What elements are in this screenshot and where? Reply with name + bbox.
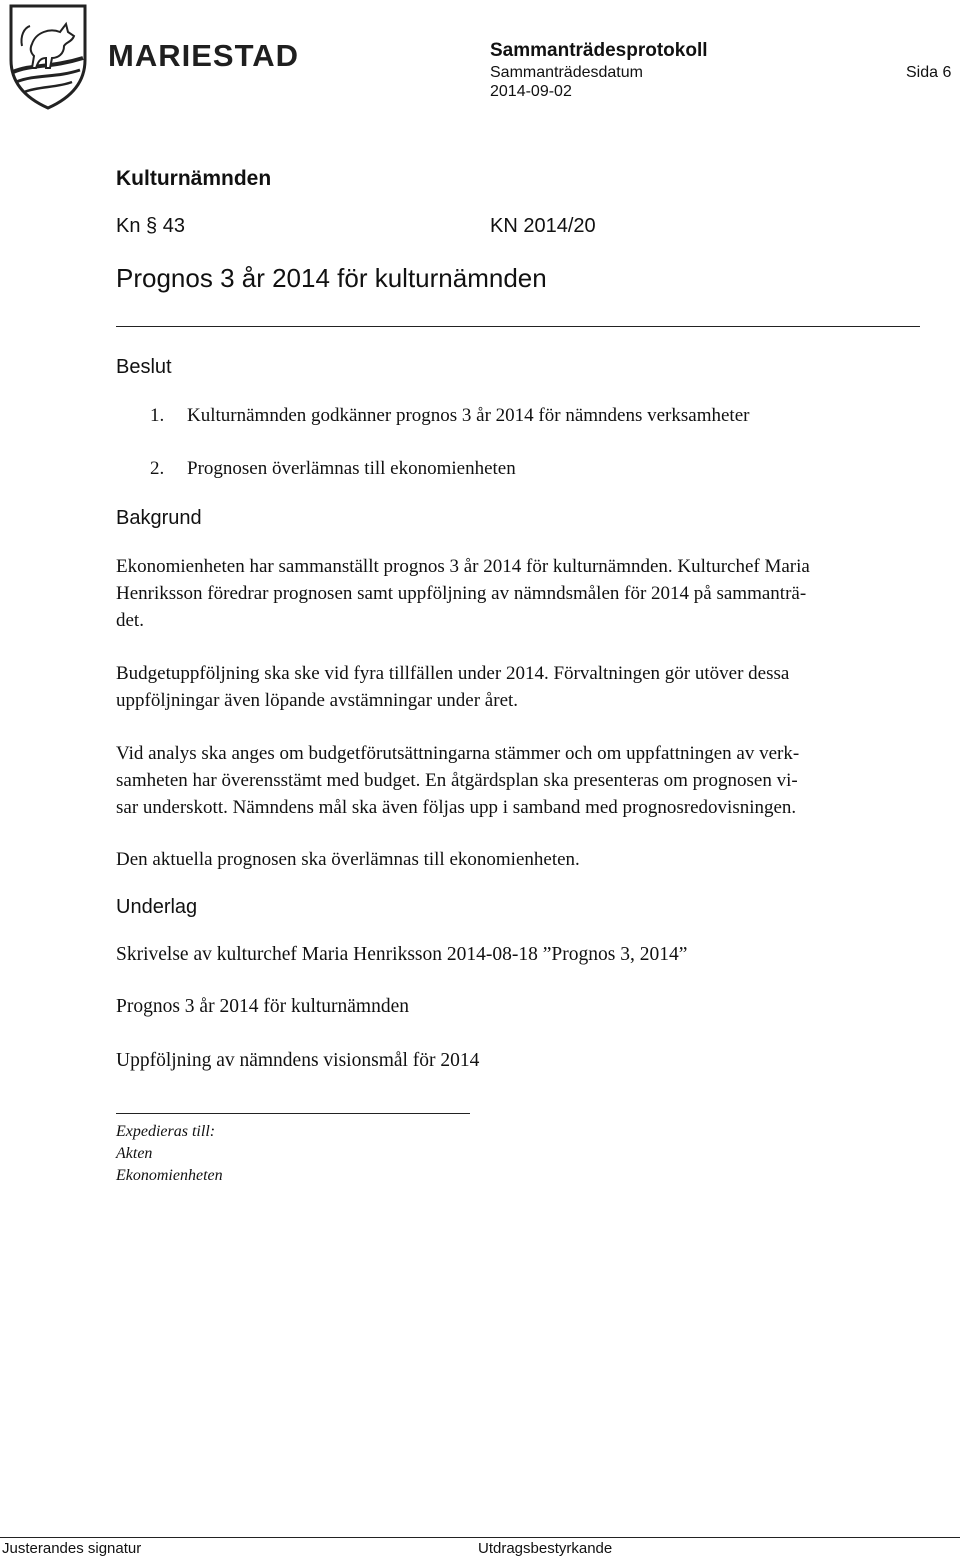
background-paragraph xyxy=(116,553,936,634)
protocol-title: Sammanträdesprotokoll xyxy=(490,40,708,61)
distribution-recipient: Ekonomienheten xyxy=(116,1167,223,1184)
paragraph-line: uppföljningar även löpande avstämningar under året. xyxy=(116,690,519,711)
background-paragraph xyxy=(116,660,936,714)
meeting-date: 2014-09-02 xyxy=(490,83,572,100)
background-paragraph xyxy=(116,740,936,821)
logo-wordmark: MARIESTAD xyxy=(108,38,299,73)
title-divider xyxy=(116,326,920,327)
committee-name: Kulturnämnden xyxy=(116,167,272,190)
signature-label: Justerandes signatur xyxy=(2,1540,142,1557)
basis-item: Prognos 3 år 2014 för kulturnämnden xyxy=(116,996,409,1017)
basis-heading: Underlag xyxy=(116,896,198,918)
paragraph-line: Budgetuppföljning ska ske vid fyra tillfällen under 2014. Förvaltningen gör utöver dessa xyxy=(116,663,790,684)
extract-certification-label: Utdragsbestyrkande xyxy=(478,1540,613,1557)
basis-item: Skrivelse av kulturchef Maria Henriksson 2014-08-18 ”Prognos 3, 2014” xyxy=(116,944,688,965)
distribution-divider xyxy=(116,1113,470,1114)
decision-item-text: Kulturnämnden godkänner prognos 3 år 2014 för nämndens verksamheter xyxy=(187,405,750,426)
paragraph-number: Kn § 43 xyxy=(116,215,185,237)
paragraph-line: det. xyxy=(116,610,144,631)
background-paragraph xyxy=(116,846,936,873)
decision-item xyxy=(150,405,749,427)
paragraph-line: Vid analys ska anges om budgetförutsättningarna stämmer och om uppfattningen av verk- xyxy=(116,743,800,764)
decision-item-number: 2. xyxy=(150,458,165,479)
case-title: Prognos 3 år 2014 för kulturnämnden xyxy=(116,263,547,293)
decision-item-text: Prognosen överlämnas till ekonomienheten xyxy=(187,458,516,479)
municipal-crest-logo xyxy=(6,2,90,110)
paragraph-line: samheten har överensstämt med budget. En åtgärdsplan ska presenteras om prognosen vi- xyxy=(116,770,798,791)
page-number: Sida 6 xyxy=(906,64,952,81)
meeting-date-label: Sammanträdesdatum xyxy=(490,64,643,81)
decision-item-number: 1. xyxy=(150,405,165,426)
footer-divider xyxy=(0,1537,960,1538)
paragraph-line: Den aktuella prognosen ska överlämnas till ekonomienheten. xyxy=(116,849,580,870)
paragraph-line: Henriksson föredrar prognosen samt uppföljning av nämndsmålen för 2014 på sammanträ- xyxy=(116,583,807,604)
diary-number: KN 2014/20 xyxy=(490,215,596,237)
paragraph-line: sar underskott. Nämndens mål ska även följas upp i samband med prognosredovisningen. xyxy=(116,797,797,818)
basis-item: Uppföljning av nämndens visionsmål för 2014 xyxy=(116,1050,480,1071)
paragraph-line: Ekonomienheten har sammanställt prognos 3 år 2014 för kulturnämnden. Kulturchef Maria xyxy=(116,556,810,577)
background-heading: Bakgrund xyxy=(116,507,202,529)
decision-heading: Beslut xyxy=(116,356,172,378)
distribution-recipient: Akten xyxy=(116,1145,153,1162)
distribution-heading: Expedieras till: xyxy=(116,1123,216,1140)
decision-item xyxy=(150,458,516,480)
